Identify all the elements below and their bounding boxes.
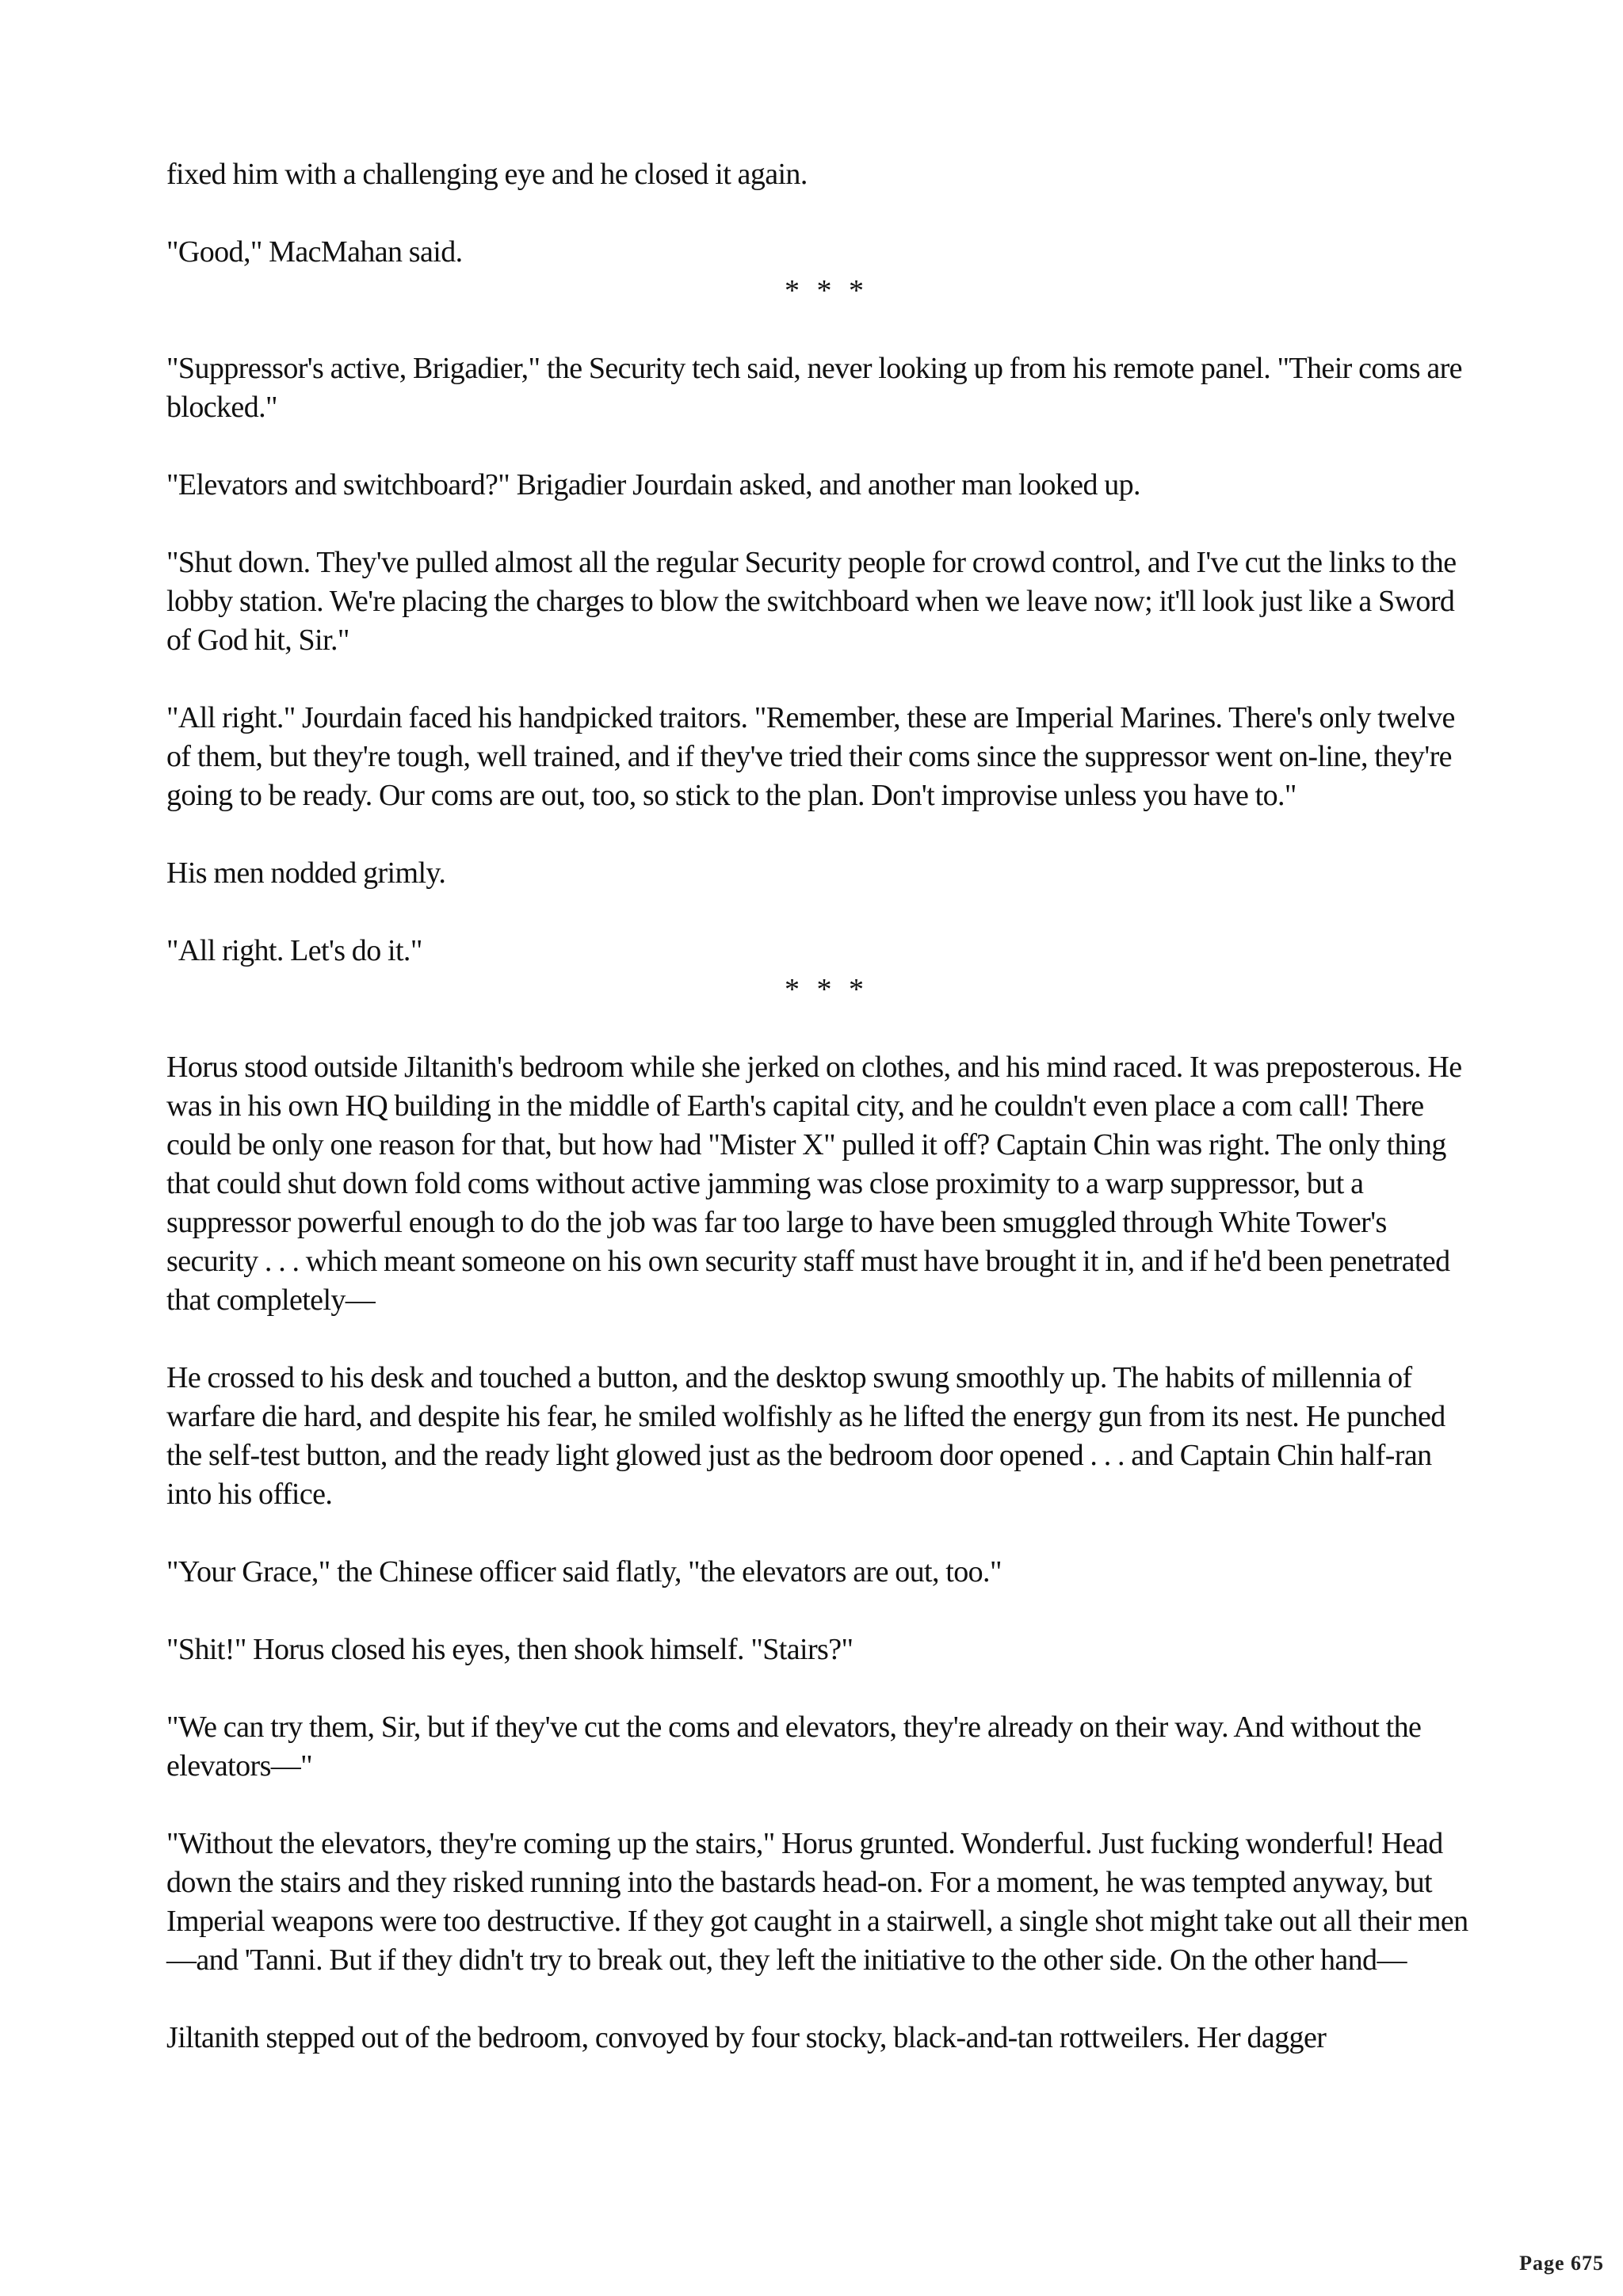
paragraph: "Shit!" Horus closed his eyes, then shook himself. "Stairs?" [166, 1633, 854, 1666]
paragraph: fixed him with a challenging eye and he closed it again. [166, 158, 808, 191]
paragraph: He crossed to his desk and touched a button, and the desktop swung smoothly up. The habits of millennia of warfare die hard, and despite his fear, he smiled wolfishly as he lifted the energy gun from its nest. He punched the self-test button, and the ready light glowed just as the bedroom door opened . . . and Captain Chin half-ran into his office. [166, 1361, 1445, 1511]
page-body [166, 155, 1474, 2058]
paragraph: Horus stood outside Jiltanith's bedroom while she jerked on clothes, and his mind raced. It was preposterous. He was in his own HQ building in the middle of Earth's capital city, and he couldn't even place a com call! There could be only one reason for that, but how had "Mister X" pulled it off? Captain Chin was right. The only thing that could shut down fold coms without active jamming was close proximity to a warp suppressor, but a suppressor powerful enough to do the job was far too large to have been smuggled through White Tower's security . . . which meant someone on his own security staff must have brought it in, and if he'd been penetrated that completely— [166, 1051, 1462, 1317]
paragraph: "Good," MacMahan said. [166, 235, 463, 269]
paragraph: "Your Grace," the Chinese officer said flatly, "the elevators are out, too." [166, 1555, 1002, 1589]
paragraph: His men nodded grimly. [166, 856, 446, 890]
paragraph: "All right. Let's do it." [166, 934, 422, 967]
page-number: Page 675 [1519, 2252, 1604, 2275]
paragraph: "Shut down. They've pulled almost all the regular Security people for crowd control, and I've cut the links to the lobby station. We're placing the charges to blow the switchboard when we leave now; it'll look just like a Sword of God hit, Sir." [166, 546, 1457, 657]
paragraph: "We can try them, Sir, but if they've cut the coms and elevators, they're already on their way. And without the elevators—" [166, 1711, 1422, 1783]
scene-break: * * * [785, 973, 869, 1006]
paragraph: "Suppressor's active, Brigadier," the Security tech said, never looking up from his remote panel. "Their coms are blocked." [166, 352, 1462, 424]
scene-break: * * * [785, 274, 869, 307]
paragraph: "All right." Jourdain faced his handpicked traitors. "Remember, these are Imperial Marines. There's only twelve of them, but they're tough, well trained, and if they've tried their coms since the suppressor went on-line, they're going to be ready. Our coms are out, too, so stick to the plan. Don't improvise unless you have to." [166, 701, 1455, 812]
paragraph: Jiltanith stepped out of the bedroom, convoyed by four stocky, black-and-tan rottweilers. Her dagger [166, 2021, 1327, 2054]
paragraph: "Elevators and switchboard?" Brigadier Jourdain asked, and another man looked up. [166, 468, 1140, 502]
paragraph: "Without the elevators, they're coming up the stairs," Horus grunted. Wonderful. Just fucking wonderful! Head down the stairs and they risked running into the bastards head-on. For a moment, he was tempted anyway, but Imperial weapons were too destructive. If they got caught in a stairwell, a single shot might take out all their men—and 'Tanni. But if they didn't try to break out, they left the initiative to the other side. On the other hand— [166, 1827, 1468, 1977]
